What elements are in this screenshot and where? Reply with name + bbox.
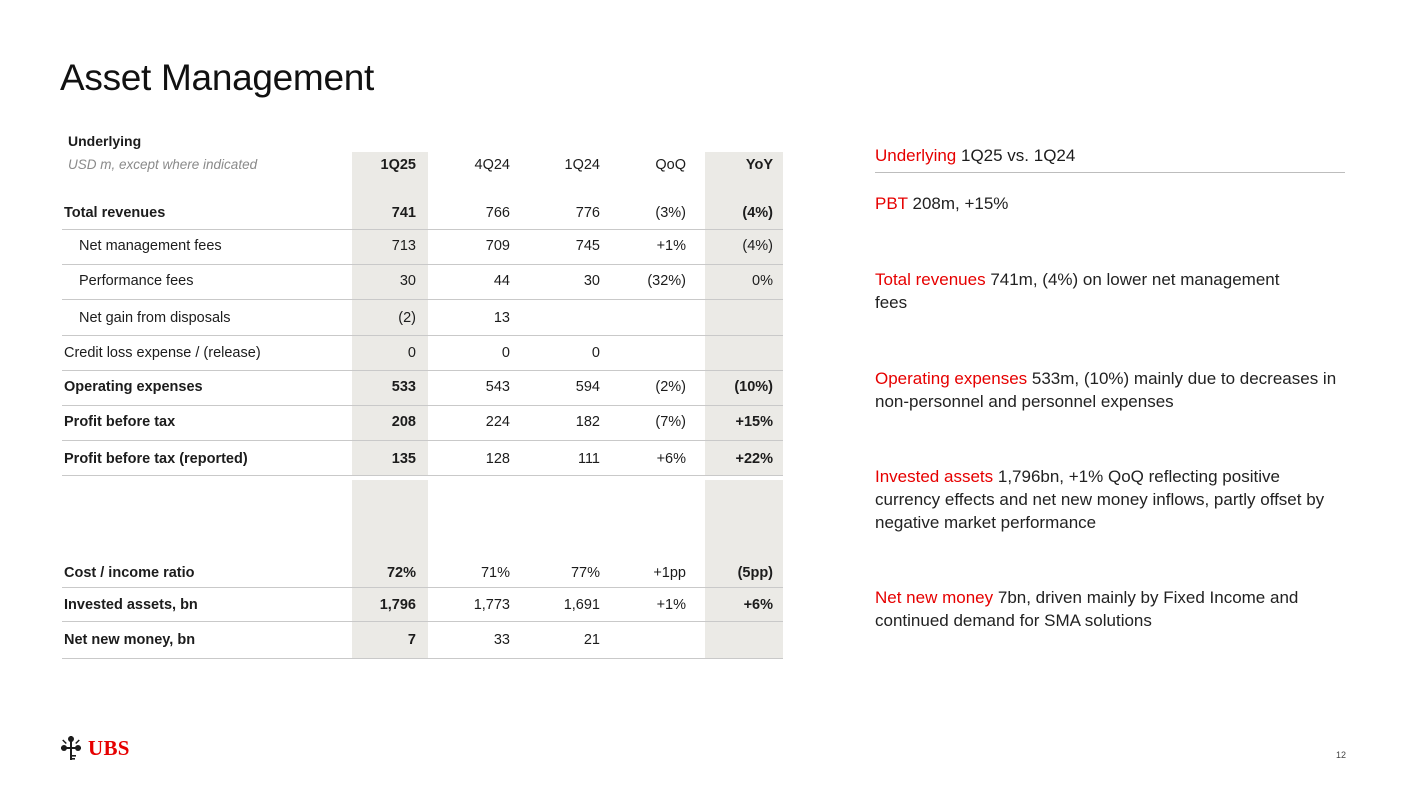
cell-4q24: 709: [485, 238, 510, 254]
row-spacer: [62, 193, 783, 230]
row-label: Profit before tax: [64, 414, 176, 430]
col-header-4q24: 4Q24: [474, 157, 510, 173]
cell-qoq: +1%: [656, 597, 686, 613]
cell-4q24: 33: [493, 632, 510, 648]
col-header-yoy: YoY: [745, 157, 773, 173]
point-highlight: Operating expenses: [875, 369, 1028, 388]
cell-qoq: (7%): [655, 414, 686, 430]
point-highlight: Net new money: [875, 588, 994, 607]
table-row: [62, 622, 783, 659]
cell-1q24: 776: [575, 205, 600, 221]
point-highlight: Total revenues: [875, 270, 986, 289]
page-title: Asset Management: [60, 57, 374, 98]
commentary-point-revenues: [875, 268, 1315, 314]
cell-yoy: (4%): [742, 238, 773, 254]
table-header-row: [62, 157, 783, 181]
point-highlight: Invested assets: [875, 467, 994, 486]
logo-wordmark: UBS: [88, 735, 130, 760]
heading-highlight: Underlying: [875, 146, 957, 165]
cell-1q25: 208: [391, 414, 416, 430]
point-text: 7bn, driven mainly by Fixed Income and continued demand for SMA solutions: [875, 588, 1299, 630]
cell-1q24: 77%: [570, 565, 600, 581]
keys-icon: [59, 735, 83, 761]
row-label: Net new money, bn: [64, 632, 196, 648]
table-row: [62, 300, 783, 336]
cell-1q25: 1,796: [379, 597, 416, 613]
cell-qoq: (2%): [655, 379, 686, 395]
row-label: Operating expenses: [64, 379, 203, 395]
cell-yoy: (4%): [742, 205, 773, 221]
table-section-label: Underlying: [68, 133, 142, 149]
commentary-heading: [875, 146, 1345, 173]
row-label: Credit loss expense / (release): [64, 345, 261, 361]
page-number: 12: [1336, 750, 1347, 760]
point-text: 533m, (10%) mainly due to decreases in non-personnel and personnel expenses: [875, 369, 1337, 411]
cell-1q24: 0: [591, 345, 600, 361]
row-label: Net management fees: [79, 238, 222, 254]
cell-1q25: 30: [399, 273, 416, 289]
cell-yoy: +6%: [743, 597, 773, 613]
cell-1q25: 533: [391, 379, 416, 395]
table-row: [62, 371, 783, 406]
col-header-qoq: QoQ: [655, 157, 686, 173]
cell-1q25: 713: [391, 238, 416, 254]
cell-yoy: +22%: [735, 451, 773, 467]
cell-yoy: (5pp): [737, 565, 773, 581]
point-text: 1,796bn, +1% QoQ reflecting positive currency effects and net new money inflows, partly offset by negative market performance: [875, 467, 1325, 532]
cell-4q24: 44: [493, 273, 510, 289]
table-row: [62, 588, 783, 622]
cell-1q25: 135: [391, 451, 416, 467]
cell-1q25: 7: [407, 632, 416, 648]
cell-1q24: 30: [583, 273, 600, 289]
cell-1q24: 745: [575, 238, 600, 254]
cell-4q24: 13: [493, 310, 510, 326]
cell-qoq: (32%): [647, 273, 686, 289]
cell-1q25: (2): [398, 310, 416, 326]
table-row: [62, 555, 783, 588]
section-gap: [62, 476, 783, 480]
cell-qoq: +1pp: [653, 565, 686, 581]
units-label: USD m, except where indicated: [68, 157, 258, 172]
table-row: [62, 230, 783, 265]
cell-4q24: 0: [501, 345, 510, 361]
cell-qoq: (3%): [655, 205, 686, 221]
cell-4q24: 128: [485, 451, 510, 467]
commentary-point-invested-assets: [875, 465, 1345, 534]
cell-4q24: 71%: [480, 565, 510, 581]
cell-1q25: 72%: [386, 565, 416, 581]
table-row: [62, 336, 783, 371]
cell-yoy: (10%): [734, 379, 773, 395]
heading-text: 1Q25 vs. 1Q24: [961, 146, 1076, 165]
cell-1q24: 111: [577, 451, 600, 467]
col-header-1q25: 1Q25: [380, 157, 416, 173]
table-row: [62, 265, 783, 300]
cell-1q24: 182: [575, 414, 600, 430]
cell-4q24: 543: [485, 379, 510, 395]
row-label: Total revenues: [64, 205, 166, 221]
table-row: [62, 406, 783, 441]
cell-qoq: +1%: [656, 238, 686, 254]
cell-qoq: +6%: [656, 451, 686, 467]
cell-1q25: 0: [407, 345, 416, 361]
ubs-logo: [59, 735, 130, 761]
commentary-point-nnm: [875, 586, 1345, 632]
row-label: Cost / income ratio: [64, 565, 195, 581]
row-label: Net gain from disposals: [79, 310, 231, 326]
point-text: 208m, +15%: [912, 194, 1009, 213]
col-header-1q24: 1Q24: [564, 157, 600, 173]
point-text: 741m, (4%) on lower net management fees: [875, 270, 1280, 312]
cell-1q24: 21: [583, 632, 600, 648]
row-label: Profit before tax (reported): [64, 451, 248, 467]
cell-4q24: 224: [485, 414, 510, 430]
cell-1q24: 1,691: [563, 597, 600, 613]
row-label: Performance fees: [79, 273, 194, 289]
cell-yoy: 0%: [752, 273, 773, 289]
row-label: Invested assets, bn: [64, 597, 198, 613]
commentary-point-pbt: [875, 192, 1365, 215]
cell-yoy: +15%: [735, 414, 773, 430]
cell-4q24: 1,773: [473, 597, 510, 613]
cell-1q24: 594: [575, 379, 600, 395]
cell-1q25: 741: [391, 205, 416, 221]
point-highlight: PBT: [875, 194, 908, 213]
cell-4q24: 766: [485, 205, 510, 221]
commentary-point-opex: [875, 367, 1365, 413]
table-row: [62, 441, 783, 476]
